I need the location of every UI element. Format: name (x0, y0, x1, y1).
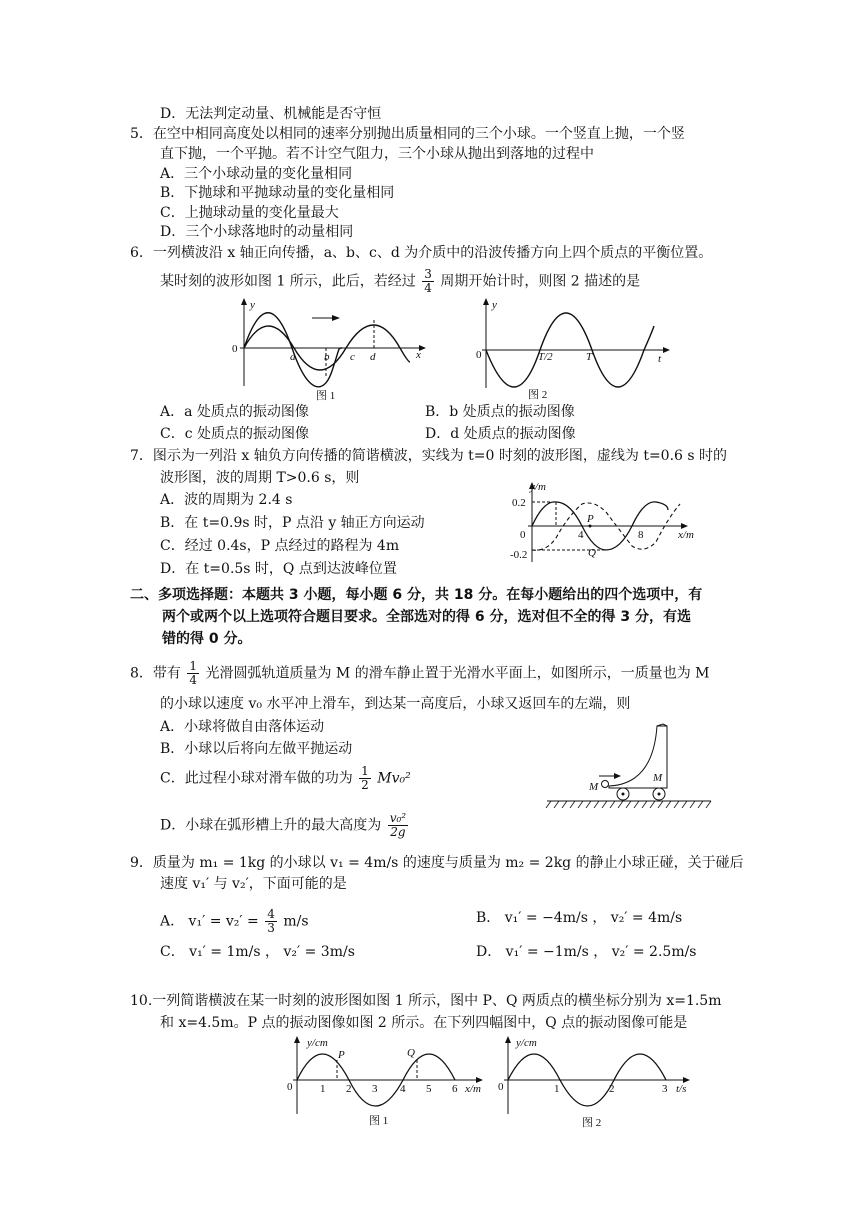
fig2-label-T: T (586, 351, 593, 363)
q7-label-x: x/m (678, 529, 694, 541)
q8-option-d-num: v₀² (389, 811, 407, 825)
q8-stem-line1 (130, 660, 710, 687)
q7-label-8: 8 (638, 529, 644, 541)
q8-frac-den: 4 (189, 673, 198, 687)
q7-label-y: y/m (530, 481, 546, 493)
q7-option-b: B．在 t=0.9s 时，P 点沿 y 轴正方向运动 (160, 515, 425, 531)
fig1-direction-arrowhead (332, 315, 340, 321)
q7-option-d: D．在 t=0.5s 时，Q 点到达波峰位置 (160, 561, 397, 577)
q8-option-d-text: D．小球在弧形槽上升的最大高度为 (160, 817, 382, 834)
q10f1-label-x: x/m (465, 1083, 481, 1095)
q9-option-a-text: A． v₁′ = v₂′ = (160, 913, 259, 930)
q7-option-c: C．经过 0.4s，P 点经过的路程为 4m (160, 538, 400, 554)
q6-figure-1 (228, 296, 438, 401)
q6-figure-2 (472, 296, 682, 406)
q10f2-label-1: 1 (554, 1083, 560, 1095)
q9-stem-line2: 速度 v₁′ 与 v₂′，下面可能的是 (160, 876, 347, 892)
q9-option-a-den: 3 (267, 921, 275, 935)
fig1-label-d: d (370, 351, 376, 363)
q8-option-d-den: 2g (390, 825, 406, 839)
fig1-label-c: c (350, 351, 355, 363)
q8-stem-line2: 的小球以速度 v₀ 水平冲上滑车，到达某一高度后，小球又返回车的左端，则 (160, 696, 631, 712)
fig1-label-b: b (324, 351, 330, 363)
q7-label-Q: Q (588, 547, 596, 559)
fig1-y-arrow (241, 298, 247, 305)
fig1-label-x: x (416, 349, 421, 361)
q8-wheel-right-hub (658, 793, 661, 796)
q8-wheel-left-hub (622, 793, 625, 796)
q10f2-label-t: t/s (676, 1083, 687, 1095)
q10-stem-line1: 10.一列简谐横波在某一时刻的波形图如图 1 所示，图中 P、Q 两质点的横坐标分别为 x=1.5m (130, 993, 722, 1009)
q10f2-label-3: 3 (662, 1083, 668, 1095)
q9-option-c: C． v₁′ = 1m/s ， v₂′ = 3m/s (160, 944, 355, 960)
fig2-label-half: T/2 (538, 351, 553, 363)
fig1-label-origin: 0 (232, 343, 238, 355)
q10f1-label-P: P (338, 1049, 345, 1061)
q8-figure (545, 722, 715, 814)
q10f1-label-1: 1 (320, 1083, 326, 1095)
q9-option-d: D． v₁′ = −1m/s ， v₂′ = 2.5m/s (476, 944, 697, 960)
q8-velocity-arrowhead (614, 773, 621, 779)
q8-option-b: B．小球以后将向左做平抛运动 (160, 741, 353, 757)
q7-label-top: 0.2 (512, 497, 526, 509)
q6-fraction (422, 268, 434, 295)
fig2-label-y: y (492, 299, 497, 311)
fig2-t-arrow (663, 347, 670, 353)
q9-option-a-num: 4 (267, 907, 275, 921)
q8-option-d (160, 812, 410, 839)
q8-option-c-expr: Mv₀² (377, 770, 411, 787)
q5-option-c: C．上抛球动量的变化量最大 (160, 205, 339, 221)
q7-label-bottom: -0.2 (510, 549, 528, 561)
q10f1-label-Q: Q (407, 1047, 415, 1059)
section2-heading-line3: 错的得 0 分。 (162, 631, 252, 647)
q10f1-label-5: 5 (426, 1083, 432, 1095)
q10f2-label-2: 2 (609, 1083, 615, 1095)
q6-fig2-caption: 图 2 (528, 389, 548, 401)
q6-frac-num: 3 (424, 267, 432, 281)
q8-option-c-num: 1 (361, 764, 369, 778)
q10-stem-line2: 和 x=4.5m。P 点的振动图像如图 2 所示。在下列四幅图中，Q 点的振动图像可能是 (160, 1015, 688, 1031)
q9-option-b: B． v₁′ = −4m/s ， v₂′ = 4m/s (476, 910, 683, 926)
q10-figure-1 (283, 1034, 493, 1134)
section2-heading-line2: 两个或两个以上选项符合题目要求。全部选对的得 6 分，选对但不全的得 3 分，有选 (162, 609, 691, 625)
q6-stem-line2 (160, 268, 640, 295)
q5-stem-line2: 直下抛，一个平抛。若不计空气阻力，三个小球从抛出到落地的过程中 (160, 146, 594, 162)
q10f2-label-origin: 0 (498, 1081, 504, 1093)
q10f1-label-6: 6 (452, 1083, 458, 1095)
fig1-label-y: y (250, 299, 255, 311)
q9-stem-line1: 9．质量为 m₁ = 1kg 的小球以 v₁ = 4m/s 的速度与质量为 m₂ = 2kg 的静止小球正碰，关于碰后 (130, 855, 744, 871)
fig2-label-t: t (658, 353, 662, 365)
q10f1-label-origin: 0 (287, 1081, 293, 1093)
q6-stem-part2: 周期开始计时，则图 2 描述的是 (440, 273, 641, 290)
fig2-y-arrow (483, 298, 489, 305)
q7-label-origin: 0 (520, 529, 526, 541)
q4-option-d: D．无法判定动量、机械能是否守恒 (160, 106, 382, 122)
q6-option-c: C．c 处质点的振动图像 (160, 426, 310, 442)
q7-option-a: A．波的周期为 2.4 s (160, 492, 293, 508)
q8-stem-part1: 8．带有 (130, 665, 181, 682)
q8-option-c-den: 2 (361, 778, 369, 792)
q9-option-a-fraction (265, 908, 277, 935)
q6-option-d: D．d 处质点的振动图像 (425, 426, 576, 442)
section2-heading-line1: 二、多项选择题：本题共 3 小题，每小题 6 分，共 18 分。在每小题给出的四个选项中，有 (130, 587, 703, 603)
q5-stem-line1: 5．在空中相同高度处以相同的速率分别抛出质量相同的三个小球。一个竖直上抛，一个竖 (130, 126, 685, 142)
q9-option-a-unit: m/s (283, 913, 309, 930)
q7-stem-line2: 波形图，波的周期 T>0.6 s，则 (160, 470, 360, 486)
q6-stem-part1: 某时刻的波形如图 1 所示，此后，若经过 (160, 273, 416, 290)
q8-frac-num: 1 (189, 659, 198, 673)
q8-option-c-fraction (359, 765, 371, 792)
q8-option-d-fraction (388, 812, 408, 839)
q5-option-b: B．下抛球和平抛球动量的变化量相同 (160, 185, 395, 201)
q8-option-c-text: C．此过程小球对滑车做的功为 (160, 770, 353, 787)
q6-fig1-caption: 图 1 (316, 390, 336, 402)
q7-stem-line1: 7．图示为一列沿 x 轴负方向传播的简谐横波，实线为 t=0 时刻的波形图，虚线为 t=0.6 s 时的 (130, 448, 728, 464)
fig1-wave-part1 (244, 313, 342, 387)
q10f1-y-arrow (294, 1036, 300, 1043)
q8-stem-part2: 光滑圆弧轨道质量为 M 的滑车静止置于光滑水平面上，如图所示，一质量也为 M (205, 665, 710, 682)
q9-option-a (160, 908, 309, 935)
q10f2-label-y: y/cm (516, 1037, 537, 1049)
q10f1-label-2: 2 (346, 1083, 352, 1095)
q8-label-cart-mass: M (653, 772, 663, 784)
q7-dashed-wave (532, 503, 680, 550)
q8-option-a: A．小球将做自由落体运动 (160, 719, 325, 735)
q6-stem-line1: 6．一列横波沿 x 轴正向传播，a、b、c、d 为介质中的沿波传播方向上四个质点的平衡位置。 (130, 245, 713, 261)
q8-fraction (187, 660, 199, 687)
q10f1-label-y: y/cm (307, 1037, 328, 1049)
q7-label-4: 4 (578, 529, 584, 541)
q8-ball (602, 781, 609, 788)
fig2-label-origin: 0 (476, 349, 482, 361)
q5-option-d: D．三个小球落地时的动量相同 (160, 224, 354, 240)
fig1-label-a: a (290, 351, 296, 363)
q8-ground-hatch (546, 801, 711, 808)
q8-label-ball-mass: M (589, 781, 599, 793)
q5-option-a: A．三个小球动量的变化量相同 (160, 166, 353, 182)
q6-frac-den: 4 (424, 281, 432, 295)
q10-figure-2 (496, 1034, 706, 1134)
q7-label-P: P (587, 513, 594, 525)
q8-option-c (160, 765, 411, 792)
q10-fig2-caption: 图 2 (582, 1117, 602, 1129)
q6-option-b: B．b 处质点的振动图像 (425, 404, 575, 420)
q6-option-a: A．a 处质点的振动图像 (160, 404, 309, 420)
q10-fig1-caption: 图 1 (369, 1115, 389, 1127)
q10f1-label-3: 3 (372, 1083, 378, 1095)
q10f1-label-4: 4 (400, 1083, 406, 1095)
q7-figure (508, 480, 708, 566)
q10f2-y-arrow (505, 1036, 511, 1043)
